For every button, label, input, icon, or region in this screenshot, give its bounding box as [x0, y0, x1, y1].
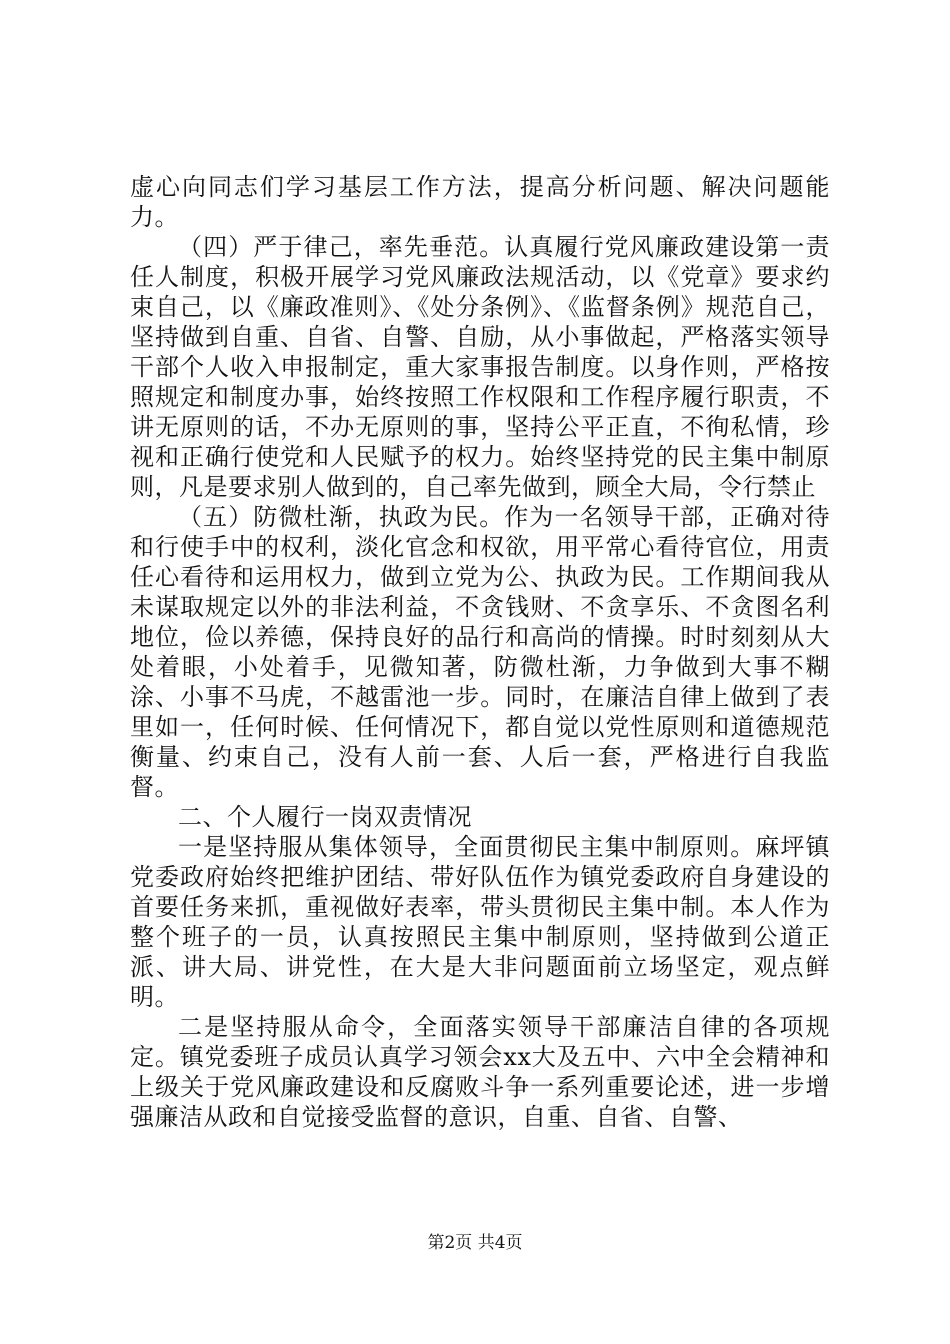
paragraph-section-five: （五）防微杜渐，执政为民。作为一名领导干部，正确对待和行使手中的权利，淡化官念和权欲，用平常心看待官位，用责任心看待和运用权力，做到立党为公、执政为民。工作期间我从未谋取规定以外的非法利益，不贪钱财、不贪享乐、不贪图名利地位，俭以养德，保持良好的品行和高尚的情操。时时刻刻从大处着眼，小处着手，见微知著，防微杜渐，力争做到大事不糊涂、小事不马虎，不越雷池一步。同时，在廉洁自律上做到了表里如一，任何时候、任何情况下，都自觉以党性原则和道德规范衡量、约束自己，没有人前一套、人后一套，严格进行自我监督。 [130, 503, 830, 801]
paragraph-point-one: 一是坚持服从集体领导，全面贯彻民主集中制原则。麻坪镇党委政府始终把维护团结、带好队伍作为镇党委政府自身建设的首要任务来抓，重视做好表率，带头贯彻民主集中制。本人作为整个班子的一员，认真按照民主集中制原则，坚持做到公道正派、讲大局、讲党性，在大是大非问题面前立场坚定，观点鲜明。 [130, 833, 830, 1011]
page-number-footer: 第2页 共4页 [427, 1233, 523, 1253]
paragraph-point-two: 二是坚持服从命令，全面落实领导干部廉洁自律的各项规定。镇党委班子成员认真学习领会xx大及五中、六中全会精神和上级关于党风廉政建设和反腐败斗争一系列重要论述，进一步增强廉洁从政和自觉接受监督的意识，自重、自省、自警、 [130, 1013, 830, 1131]
paragraph-continuation: 虚心向同志们学习基层工作方法，提高分析问题、解决问题能力。 [130, 173, 830, 231]
paragraph-section-four: （四）严于律己，率先垂范。认真履行党风廉政建设第一责任人制度，积极开展学习党风廉政法规活动，以《党章》要求约束自己，以《廉政准则》、《处分条例》、《监督条例》规范自己，坚持做到自重、自省、自警、自励，从小事做起，严格落实领导干部个人收入申报制定，重大家事报告制度。以身作则，严格按照规定和制度办事，始终按照工作权限和工作程序履行职责，不讲无原则的话，不办无原则的事，坚持公平正直，不徇私情，珍视和正确行使党和人民赋予的权力。始终坚持党的民主集中制原则，凡是要求别人做到的，自己率先做到，顾全大局，令行禁止 [130, 233, 830, 501]
document-body [130, 172, 830, 1132]
section-heading-two: 二、个人履行一岗双责情况 [178, 803, 472, 831]
